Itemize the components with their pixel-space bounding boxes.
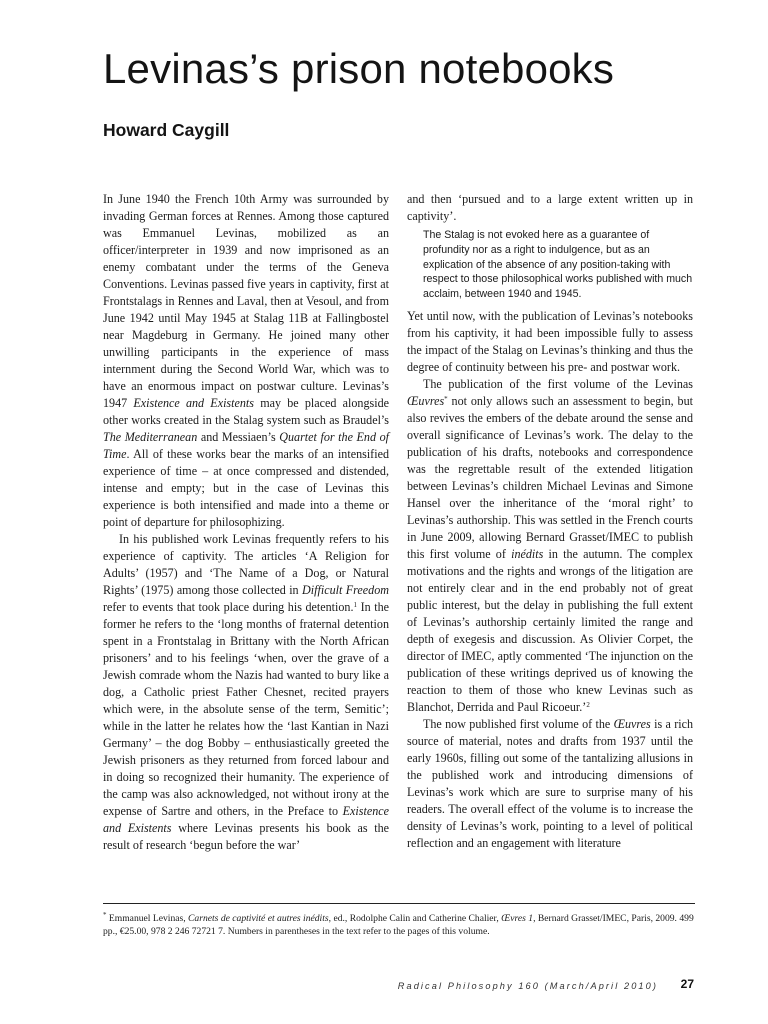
right-column [407,191,693,852]
footnote: * Emmanuel Levinas, Carnets de captivité et autres inédits, ed., Rodolphe Calin and Catherine Chalier, Œvres 1, Bernard Grasset/IMEC, Paris, 2009. 499 pp., €25.00, 978 2 246 72721 7. Numbers in parentheses in the text refer to the pages of this volume. [103,911,694,937]
article-title: Levinas’s prison notebooks [103,45,615,92]
paragraph: Yet until now, with the publication of Levinas’s notebooks from his captivity, it had been impossible fully to assess the impact of the Stalag on Levinas’s thinking and thus the degree of continuity between his pre- and postwar work. [407,308,693,374]
paragraph: In June 1940 the French 10th Army was surrounded by invading German forces at Rennes. Among those captured was Emmanuel Levinas, mobilized as an officer/interpreter in 1939 and now imprisoned as an enemy combatant under the terms of the Geneva Conventions. Levinas passed five years in captivity, first at Frontstalags in Rennes and Laval, then at Vesoul, and from June 1942 until May 1945 at Stalag 11B at Fallingbostel near Magdeburg in Germany. He joined many other unwilling participants in the experience of mass internment during the Second World War, which was to have an enormous impact on postwar culture. Levinas’s 1947 Existence and Existents may be placed alongside other works created in the Stalag system such as Braudel’s The Mediterranean and Messiaen’s Quartet for the End of Time. All of these works bear the marks of an intensified experience of time – at once compressed and distended, intense and empty; but in the case of Levinas this experience is both intensified and made into a theme or point of departure for philosophizing. [103,192,389,529]
paragraph: and then ‘pursued and to a large extent written up in captivity’. [407,192,693,223]
left-column [103,191,389,854]
paragraph: The publication of the first volume of the Levinas Œuvres* not only allows such an assessment to begin, but also revives the embers of the debate around the sense and overall significance of Levinas’s work. The delay to the publication of his drafts, notebooks and correspondence was the regrettable result of the extended litigation between Levinas’s children Michael Levinas and Simone Hansel over the inheritance of the ‘moral right’ to Levinas’s authorship. This was settled in the French courts in June 2009, allowing Bernard Grasset/IMEC to publish this first volume of inédits in the autumn. The complex motivations and the rights and wrongs of the litigation are not entirely clear and in the end probably not of great public interest, but the delay in publishing the full extent of Levinas’s authorship certainly limited the range and depth of exegesis and discussion. As Olivier Corpet, the director of IMEC, aptly commented ‘The injunction on the publication of these writings deprived us of knowing the reaction to them of those who knew Levinas such as Blanchot, Derrida and Paul Ricoeur.’$^2$ [407,376,693,714]
page-number: 27 [680,977,694,991]
block-quote: The Stalag is not evoked here as a guarantee of profundity nor as a right to indulgence, but as an explication of the absence of any position-taking with respect to those philosophical works published with much acclaim, between 1940 and 1945. [423,229,693,301]
journal-citation: Radical Philosophy 160 (March/April 2010) [397,981,658,991]
footnote-ref[interactable]: * [444,394,448,403]
footnote-ref[interactable]: 2 [586,700,590,709]
paragraph: In his published work Levinas frequently refers to his experience of captivity. The articles ‘A Religion for Adults’ (1957) and ‘The Name of a Dog, or Natural Rights’ (1975) among those collected in Difficult Freedom refer to events that took place during his detention.$^1$ In the former he refers to the ‘long months of fraternal detention spent in a Frontstalag in Brittany with the North African prisoners’ and to his feelings ‘when, over the grave of a Jewish comrade whom the Nazis had wanted to bury like a dog, a Catholic priest Father Chesnet, recited prayers which were, in the absolute sense of the term, Semitic’; while in the latter he relates how the ‘last Kantian in Nazi Germany’ – the dog Bobby – enthusiastically greeted the Jewish prisoners as they returned from forced labour and in doing so recognized their humanity. The experience of the camp was also acknowledged, not without irony at the expense of Sartre and others, in the Preface to Existence and Existents where Levinas presents his book as the result of research ‘begun before the war’ [103,532,390,852]
article-author: Howard Caygill [103,120,230,140]
footnote-divider [103,903,695,904]
paragraph: The now published first volume of the Œuvres is a rich source of material, notes and drafts from 1937 until the early 1960s, filling out some of the tantalizing allusions in the published work and introducing dimensions of Levinas’s work which are sure to surprise many of his readers. The overall effect of the volume is to increase the density of Levinas’s work, pointing to a level of political reflection and an engagement with literature [407,716,693,850]
footnote-ref[interactable]: 1 [353,601,358,609]
